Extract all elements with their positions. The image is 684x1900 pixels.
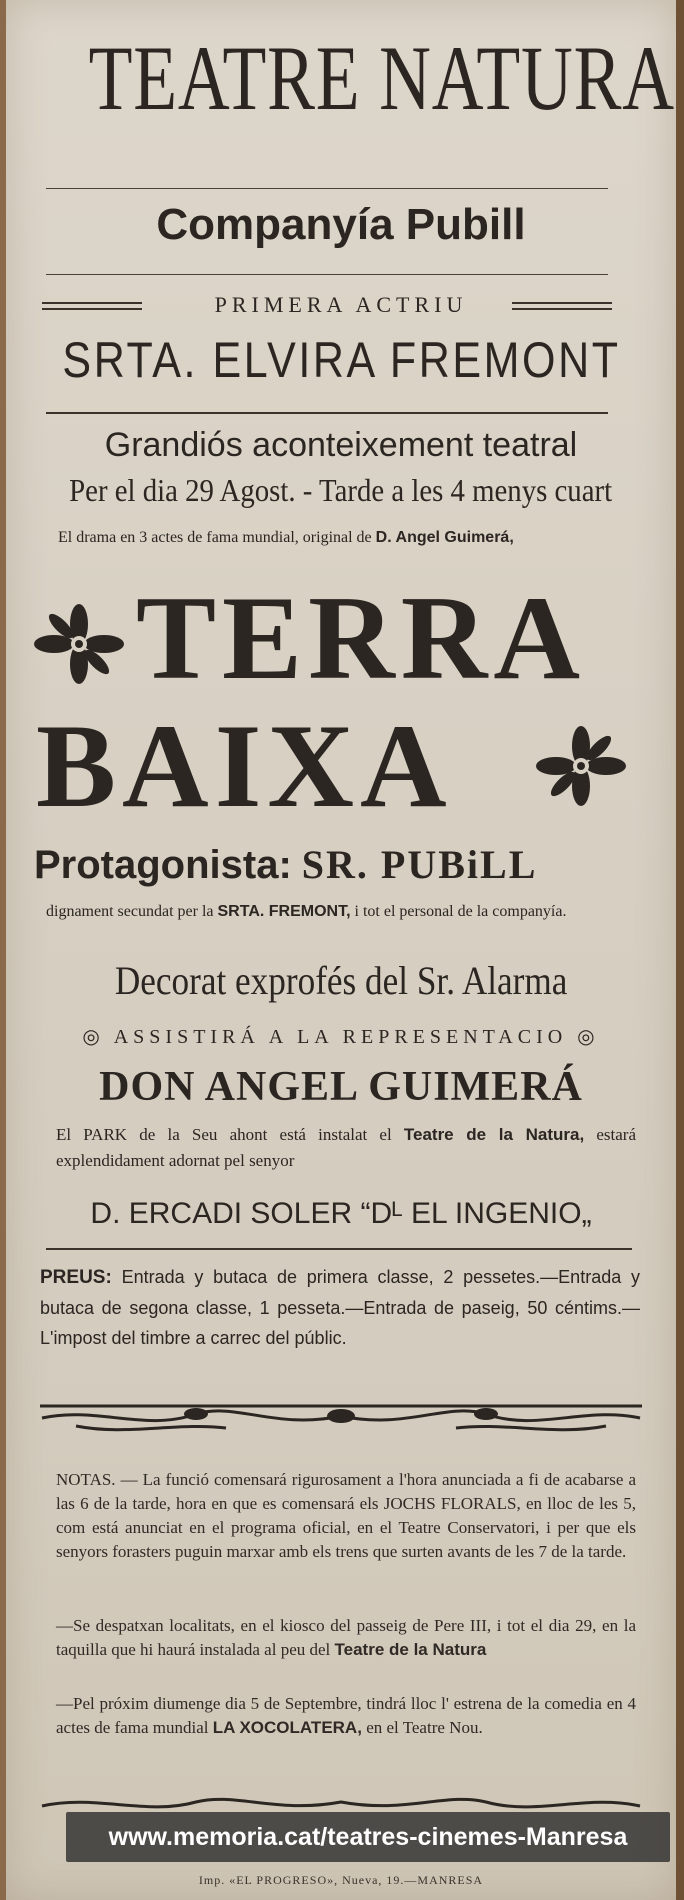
protagonist-line (34, 840, 654, 890)
play-title-line2: BAIXA (36, 699, 453, 832)
source-watermark: www.memoria.cat/teatres-cinemes-Manresa (66, 1812, 670, 1862)
notes-paragraph-3-pre: —Pel próxim diumenge dia 5 de Septembre, tindrá lloc l' estrena de la comedia en 4 actes de fama mundial (56, 1694, 636, 1737)
play-intro (58, 526, 628, 550)
park-venue: Teatre de la Natura, (403, 1125, 585, 1144)
park-text-pre: El PARK de la Seu ahont está instalat el (56, 1125, 392, 1144)
divider-prices (46, 1248, 632, 1250)
play-author: D. Angel Guimerá, (375, 529, 514, 546)
secondary-cast (46, 900, 636, 924)
notes-paragraph-2-pre: —Se despatxan localitats, en el kiosco del passeig de Pere III, i tot el dia 29, en la taquilla que hi haurá instalada al peu del (56, 1616, 636, 1659)
notes-paragraph-3-post: en el Teatre Nou. (366, 1718, 483, 1737)
theatre-name: TEATRE NATURA (88, 27, 675, 129)
event-date-time: Per el dia 29 Agost. - Tarde a les 4 menys cuart (69, 472, 613, 508)
secondary-cast-name: SRTA. FREMONT, (217, 903, 351, 920)
printer-imprint: Imp. «EL PROGRESO», Nueva, 19.—MANRESA (198, 1873, 484, 1887)
notes-paragraph-2-venue: Teatre de la Natura (334, 1640, 487, 1659)
notes-paragraph-1: NOTAS. — La funció comensará rigurosament a l'hora anunciada a fi de acabarse a las 6 de la tarde, hora en que es comensará els JOCHS FLORALS, en lloc de les 5, com está anunciat en el programa oficial, en el Teatre Conservatori, i per que els senyors forasters puguin marxar amb els trens que surten avants de les 7 de la tarde. (56, 1470, 636, 1561)
decorative-scroll-divider-icon (36, 1396, 646, 1442)
frame-edge (676, 0, 684, 1900)
divider-top (46, 188, 608, 189)
park-text (56, 1122, 636, 1174)
guest-name: DON ANGEL GUIMERÁ (99, 1064, 583, 1110)
divider-company (46, 274, 608, 275)
notes-paragraph-2 (56, 1614, 636, 1662)
secondary-cast-post: i tot el personal de la companyía. (354, 903, 567, 920)
protagonist-name: SR. PUBiLL (301, 842, 538, 887)
attendance-label: ASSISTIRÁ A LA REPRESENTACIO (113, 1026, 568, 1048)
notes-paragraph-3 (56, 1692, 636, 1740)
play-title-line1: TERRA (136, 571, 587, 704)
poster-sheet (6, 0, 676, 1900)
prices-text: Entrada y butaca de primera classe, 2 pessetes.—Entrada y butaca de segona classe, 1 pesseta.—Entrada de paseig, 50 céntims.—L'impost del timbre a carrec del públic. (40, 1267, 640, 1348)
divider-actress (46, 412, 608, 414)
play-intro-text: El drama en 3 actes de fama mundial, original de (58, 529, 372, 546)
notes-paragraph-3-title: LA XOCOLATERA, (212, 1718, 362, 1737)
bullseye-left-icon: ◎ (82, 1026, 105, 1048)
company-name: Companyía Pubill (156, 200, 526, 249)
leading-actress-label: PRIMERA ACTRIU (214, 292, 468, 317)
secondary-cast-pre: dignament secundat per la (46, 903, 214, 920)
attendance-line (6, 1022, 676, 1052)
protagonist-label: Protagonista: (34, 843, 292, 887)
leading-actress-name: SRTA. ELVIRA FREMONT (61, 332, 621, 388)
decorator-name: D. ERCADI SOLER “Dᴸ EL INGENIO„ (90, 1197, 592, 1230)
event-headline: Grandiós aconteixement teatral (104, 426, 578, 464)
prices-label: PREUS: (40, 1267, 112, 1288)
flower-ornament-left-icon (34, 604, 124, 684)
flower-ornament-right-icon (536, 726, 626, 806)
double-rule-right-ornament (512, 300, 612, 312)
bullseye-right-icon: ◎ (577, 1026, 600, 1048)
decor-line: Decorat exprofés del Sr. Alarma (114, 958, 568, 1003)
prices-block (40, 1262, 640, 1353)
park-text-post: estará explendidament adornat pel senyor (56, 1125, 637, 1170)
